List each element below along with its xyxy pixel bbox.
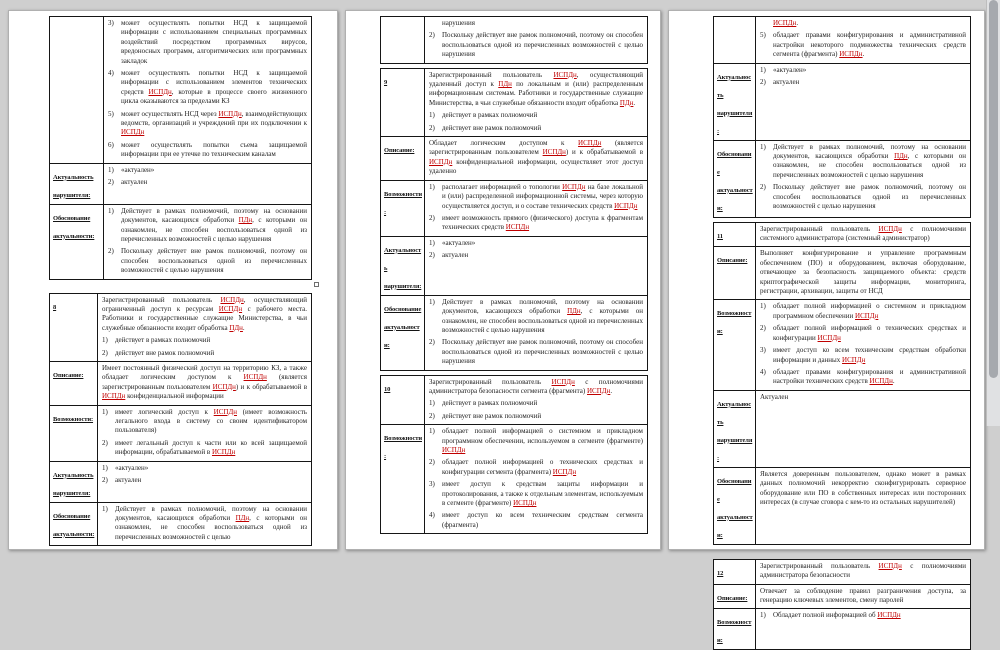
numbered-item <box>429 111 643 120</box>
numbered-item <box>429 338 643 366</box>
row-label: Актуальность нарушителя: <box>53 471 94 497</box>
row-label: Описание: <box>384 147 415 155</box>
numbered-item <box>429 458 643 477</box>
row-label: Возможности: <box>717 619 752 645</box>
row-label-cell[interactable] <box>50 503 98 546</box>
paragraph: нарушения <box>442 19 475 27</box>
tracked-change-term: ИСПДн <box>773 19 797 27</box>
list-number: 1) <box>429 182 435 191</box>
item-text: обладает полной информацией о технических средствах и конфигурации ИСПДн <box>773 324 966 342</box>
list-number: 2) <box>760 183 766 192</box>
paragraph: Является доверенным пользователем, однако может в рамках данных полномочий некорректно сконфигурировать серверное оборудование или ПО в собственных интересах или посторонних интересах (в случае сговора с кем-то из остальных нарушителей) <box>760 469 966 506</box>
row-label-cell[interactable] <box>714 609 756 649</box>
table-row <box>714 17 970 63</box>
list-number: 2) <box>102 438 108 447</box>
row-label: Возможности: <box>53 415 94 423</box>
paragraph: Актуален <box>760 392 789 401</box>
paragraph: Имеет постоянный физический доступ на территорию КЗ, а также обладает логическим доступом к ИСПДн (является зарегистрированным пользователем ИСПДн) и к обрабатываемой в ИСПДн конфиденциальной информации <box>102 363 308 401</box>
row-label-cell[interactable] <box>381 69 425 136</box>
list-number: 4) <box>108 69 114 78</box>
row-content-cell[interactable] <box>756 223 970 247</box>
numbered-item <box>108 141 307 160</box>
numbered-item <box>102 336 307 345</box>
row-content-cell[interactable] <box>98 462 311 502</box>
table-row <box>381 17 647 63</box>
row-label-cell[interactable] <box>381 181 425 236</box>
table-row <box>381 69 647 136</box>
table-resize-handle[interactable] <box>314 282 319 287</box>
item-text: действует в рамках полномочий <box>442 111 538 120</box>
list-number: 2) <box>108 178 114 187</box>
threat-model-table <box>713 559 971 650</box>
item-text: имеет возможность прямого (физического) доступа к фрагментам технических средств ИСПДн <box>442 213 643 232</box>
list-number: 1) <box>102 504 108 513</box>
table-row <box>50 163 311 204</box>
threat-model-table <box>380 375 648 535</box>
item-text: Действует в рамках полномочий, поэтому на основании документов, касающихся обработки ПДн, с которыми он ознакомлен, не способен воспользоваться одной из перечисленных возможностей с целью нарушения <box>121 206 307 243</box>
tracked-change-term: ПДн <box>567 307 581 316</box>
item-text: Поскольку действует вне рамок полномочий, поэтому он способен воспользоваться одной из перечисленных возможностей с целью нарушения <box>442 338 643 366</box>
row-content-cell[interactable] <box>425 425 647 533</box>
row-label-cell[interactable] <box>50 205 104 279</box>
row-label: Обоснование актуальности: <box>717 477 753 539</box>
numbered-item <box>102 505 307 543</box>
list-number: 1) <box>102 336 108 345</box>
list-number: 1) <box>760 611 766 620</box>
item-text: может осуществлять попытки съема защищаемой информации при ее утечке по техническим каналам <box>121 140 307 159</box>
numbered-item <box>760 66 966 75</box>
list-number: 2) <box>760 324 766 333</box>
numbered-item <box>108 110 307 138</box>
tracked-change-term: ИСПДн <box>211 448 236 457</box>
table-row <box>381 295 647 370</box>
tracked-change-term: ИСПДн <box>562 182 586 191</box>
numbered-item <box>760 143 966 181</box>
tracked-change-term: ПДн <box>498 80 512 89</box>
threat-model-table <box>713 16 971 218</box>
tracked-change-term: ПДн <box>235 514 250 523</box>
scrollbar-thumb[interactable] <box>989 0 998 378</box>
row-label-cell[interactable] <box>714 585 756 609</box>
tracked-change-term: ИСПДн <box>121 128 145 137</box>
numbered-item <box>760 611 966 620</box>
tracked-change-term: ИСПДн <box>878 224 902 233</box>
item-text: может осуществлять НСД через ИСПДн, взаимодействующих ведомств, организаций и учреждений при их подключении к ИСПДн <box>121 109 307 137</box>
row-content-cell[interactable] <box>104 17 311 163</box>
tracked-change-term: ИСПДн <box>839 50 863 59</box>
list-number: 5) <box>760 31 766 40</box>
tracked-change-term: ИСПДн <box>542 148 566 157</box>
table-row <box>50 361 311 405</box>
item-text: может осуществлять попытки НСД к защищаемой информации с использованием элементов технических средств ИСПДн, которые в процессе своего жизненного цикла оказываются за пределами КЗ <box>121 69 308 106</box>
row-label-cell[interactable] <box>381 137 425 180</box>
row-label: 8 <box>53 303 57 311</box>
numbered-item <box>760 302 966 321</box>
numbered-item <box>108 247 307 275</box>
tracked-change-term: ИСПДн <box>243 373 267 382</box>
item-text: «актуален» <box>773 65 807 74</box>
item-text: Поскольку действует вне рамок полномочий, поэтому он способен воспользоваться одной из перечисленных возможностей с целью нарушения <box>773 183 966 211</box>
row-label-cell[interactable] <box>714 17 756 63</box>
list-number: 1) <box>760 65 766 74</box>
row-content-cell[interactable] <box>756 468 970 544</box>
row-label-cell[interactable] <box>714 141 756 217</box>
item-text: Действует в рамках полномочий, поэтому на основании документов, касающихся обработки ПДн, с которыми он ознакомлен, не способен воспользоваться одной из перечисленных возможностей с целью <box>115 504 307 541</box>
paragraph: Обладает логическим доступом к ИСПДн (является зарегистрированным пользователем ИСПДн) и к обрабатываемой в ИСПДн конфиденциальной информации, осуществляет этот доступ удаленно <box>429 139 644 176</box>
row-label-cell[interactable] <box>381 237 425 295</box>
row-content-cell[interactable] <box>425 137 647 180</box>
list-number: 1) <box>108 165 114 174</box>
numbered-item <box>108 207 307 245</box>
list-number: 1) <box>102 407 108 416</box>
item-text: обладает правами конфигурирования и административной настройки технических средств ИСПДн. <box>773 367 966 386</box>
table-row <box>381 424 647 533</box>
row-content-cell[interactable] <box>98 503 311 546</box>
row-label: Описание: <box>53 371 84 379</box>
numbered-item <box>102 464 307 473</box>
item-text: действует в рамках полномочий <box>115 336 211 345</box>
numbered-item <box>760 78 966 87</box>
tracked-change-term: ИСПДн <box>102 392 126 401</box>
list-number: 2) <box>429 123 435 132</box>
row-label: Актуальность нарушителя: <box>53 173 94 199</box>
row-label: Описание: <box>717 257 748 265</box>
row-content-cell[interactable] <box>98 294 311 361</box>
tracked-change-term: ИСПДн <box>148 87 172 96</box>
tracked-change-term: ИСПДн <box>878 561 902 570</box>
table-row <box>50 294 311 361</box>
tracked-change-term: ИСПДн <box>218 304 243 313</box>
row-content-cell[interactable] <box>756 300 970 389</box>
tracked-change-term: ИСПДн <box>212 382 236 391</box>
item-text: актуален <box>773 78 800 87</box>
row-label: 11 <box>717 232 723 240</box>
row-label: 10 <box>384 385 391 393</box>
paragraph: Зарегистрированный пользователь ИСПДн, осуществляющий удаленный доступ к ПДн по локальным и (или) распределенным информационным системам. Работники и государственные служащие Министерства, в чьи служебные обязанности входит обработка ПДн. <box>429 70 643 107</box>
item-text: «актуален» <box>442 238 476 247</box>
numbered-item <box>429 31 643 59</box>
table-row <box>714 560 970 584</box>
table-row <box>714 467 970 544</box>
table-row <box>381 136 647 180</box>
tracked-change-term: ПДн <box>619 98 634 107</box>
table-row <box>50 502 311 546</box>
paragraph: Отвечает за соблюдение правил разграничения доступа, за генерацию ключевых элементов, смену паролей <box>760 586 966 604</box>
item-text: Действует в рамках полномочий, поэтому на основании документов, касающихся обработки ПДн, с которыми он ознакомлен, не способен воспользоваться одной из перечисленных возможностей с целью нарушения <box>773 142 966 179</box>
item-text: «актуален» <box>121 165 155 174</box>
tracked-change-term: ИСПДн <box>817 333 841 342</box>
row-content-cell[interactable] <box>756 560 970 584</box>
list-number: 1) <box>429 297 435 306</box>
list-number: 2) <box>429 338 435 347</box>
table-row <box>50 204 311 279</box>
list-number: 1) <box>102 463 108 472</box>
paragraph: Зарегистрированный пользователь ИСПДн с полномочиями администратора безопасности <box>760 561 966 580</box>
numbered-item <box>429 239 643 248</box>
row-content-cell[interactable] <box>104 164 311 204</box>
table-row <box>381 180 647 236</box>
row-content-cell[interactable] <box>756 247 970 299</box>
item-text: располагает информацией о топологии ИСПДн на базе локальной и (или) распределенной информационной системы, через которую осуществляется доступ, и о составе технических средств ИСПДн <box>442 182 643 210</box>
row-content-cell[interactable] <box>425 17 647 63</box>
row-label: 9 <box>384 78 388 86</box>
list-number: 1) <box>108 206 114 215</box>
numbered-item <box>102 439 307 458</box>
row-content-cell[interactable] <box>756 585 970 609</box>
numbered-item <box>429 124 643 133</box>
table-row <box>714 140 970 217</box>
threat-model-table <box>713 222 971 545</box>
item-text: обладает полной информацией о технических средствах и конфигурации сегмента (фрагмента) ИСПДн <box>442 458 643 476</box>
numbered-item <box>102 408 307 436</box>
row-content-cell[interactable] <box>425 69 647 136</box>
row-content-cell[interactable] <box>756 141 970 217</box>
tracked-change-term: ИСПДн <box>578 139 602 148</box>
paragraph: Зарегистрированный пользователь ИСПДн, осуществляющий ограниченный доступ к ресурсам ИСПДн с рабочего места. Работники и государственные служащие Министерства, в чьи служебные обязанности входит обработка ПДн. <box>102 295 307 332</box>
item-text: действует вне рамок полномочий <box>115 348 215 357</box>
list-number: 6) <box>108 140 114 149</box>
tracked-change-term: ИСПДн <box>218 109 242 118</box>
table-row <box>714 390 970 467</box>
item-text: может осуществлять попытки НСД к защищаемой информации с использованием специальных программных воздействий посредством программных вирусов, вредоносных программ, алгоритмических или программных закладок <box>121 19 307 65</box>
numbered-item <box>429 298 643 336</box>
row-content-cell[interactable] <box>98 362 311 405</box>
list-number: 2) <box>429 458 435 467</box>
row-label-cell[interactable] <box>714 223 756 247</box>
item-text: действует вне рамок полномочий <box>442 411 542 420</box>
row-label-cell[interactable] <box>50 406 98 461</box>
row-label: Возможности: <box>384 435 422 461</box>
row-label: Актуальность нарушителя: <box>717 73 753 135</box>
threat-model-table <box>380 16 648 64</box>
table-row <box>714 63 970 140</box>
row-label: Актуальность нарушителя: <box>384 246 422 290</box>
table-row <box>714 223 970 247</box>
item-text: актуален <box>442 251 469 260</box>
tracked-change-term: ИСПДн <box>855 311 879 320</box>
numbered-item <box>429 427 643 455</box>
tracked-change-term: ИСПДн <box>513 499 537 508</box>
list-number: 2) <box>429 251 435 260</box>
row-content-cell[interactable] <box>98 406 311 461</box>
list-number: 1) <box>760 142 766 151</box>
numbered-item <box>429 251 643 260</box>
list-number: 2) <box>429 411 435 420</box>
tracked-change-term: ПДн <box>238 216 253 225</box>
numbered-item <box>760 346 966 365</box>
table-row <box>714 608 970 649</box>
numbered-item <box>108 178 307 187</box>
tracked-change-term: ПДн <box>894 152 908 161</box>
tracked-change-term: ИСПДн <box>587 386 611 395</box>
numbered-item <box>760 324 966 343</box>
row-label: 12 <box>717 569 724 577</box>
row-label-cell[interactable] <box>381 17 425 63</box>
row-label: Актуальность нарушителя: <box>717 400 753 462</box>
table-row <box>714 246 970 299</box>
tracked-change-term: ПДн <box>229 323 243 332</box>
row-label-cell[interactable] <box>50 17 104 163</box>
tracked-change-term: ИСПДн <box>552 467 577 476</box>
item-text: действует в рамках полномочий <box>442 399 538 408</box>
tracked-change-term: ИСПДн <box>877 611 901 620</box>
numbered-item <box>429 511 643 530</box>
numbered-item <box>429 214 643 233</box>
row-content-cell[interactable] <box>756 64 970 140</box>
row-content-cell[interactable] <box>756 609 970 649</box>
page-3[interactable] <box>668 10 985 645</box>
item-text: актуален <box>115 476 142 485</box>
tracked-change-term: ИСПДн <box>842 355 866 364</box>
item-text: обладает правами конфигурирования и административной настройки некоторого подмножества технических средств сегмента (фрагмента) ИСПДн. <box>773 31 966 59</box>
list-number: 1) <box>429 111 435 120</box>
list-number: 1) <box>429 238 435 247</box>
table-row <box>381 236 647 295</box>
numbered-item <box>760 183 966 211</box>
numbered-item <box>108 69 307 107</box>
row-label-cell[interactable] <box>714 300 756 389</box>
row-label: Обоснование актуальности: <box>717 150 753 212</box>
row-label-cell[interactable] <box>50 164 104 204</box>
list-number: 2) <box>429 31 435 40</box>
row-label: Возможности: <box>384 190 422 216</box>
table-row <box>50 17 311 163</box>
item-text: имеет доступ ко всем техническим средствам сегмента (фрагмента) <box>442 511 643 529</box>
item-text: обладает полной информацией о системном и прикладном программном обеспечении ИСПДн <box>773 302 966 320</box>
list-number: 2) <box>429 213 435 222</box>
tracked-change-term: ИСПДн <box>505 223 530 232</box>
tracked-change-term: ИСПДн <box>442 446 466 454</box>
list-number: 2) <box>102 348 108 357</box>
list-number: 2) <box>108 247 114 256</box>
numbered-item <box>108 166 307 175</box>
item-text: имеет доступ ко всем техническим средствам обработки информации и данных ИСПДн <box>773 346 966 364</box>
numbered-item <box>102 349 307 358</box>
list-number: 3) <box>108 19 114 27</box>
page-1[interactable] <box>8 10 338 550</box>
list-number: 2) <box>102 476 108 485</box>
row-label-cell[interactable] <box>381 376 425 425</box>
row-label-cell[interactable] <box>381 296 425 370</box>
row-label-cell[interactable] <box>714 247 756 299</box>
paragraph: Зарегистрированный пользователь ИСПДн с полномочиями администратора безопасности сегмента (фрагмента) ИСПДн. <box>429 377 643 395</box>
row-content-cell[interactable] <box>425 237 647 295</box>
table-row <box>714 584 970 609</box>
list-number: 1) <box>760 302 766 311</box>
item-text: обладает полной информацией о системном и прикладном программном обеспечении, используемом в сегменте (фрагменте) ИСПДн <box>442 427 643 454</box>
page-2[interactable] <box>345 10 661 550</box>
item-text: Действует в рамках полномочий, поэтому на основании документов, касающихся обработки ПДн, с которыми он ознакомлен, не способен воспользоваться одной из перечисленных возможностей с целью нарушения <box>442 297 643 334</box>
numbered-item <box>429 183 643 211</box>
tracked-change-term: ИСПДн <box>220 295 244 304</box>
numbered-item <box>108 19 307 66</box>
row-label-cell[interactable] <box>714 391 756 467</box>
threat-model-table <box>49 16 312 280</box>
item-text: имеет легальный доступ к части или ко всей защищаемой информации, обрабатываемой в ИСПДн <box>115 438 307 457</box>
row-label-cell[interactable] <box>714 468 756 544</box>
row-content-cell[interactable] <box>756 17 970 63</box>
numbered-item <box>102 476 307 485</box>
numbered-item <box>429 412 643 421</box>
row-label: Возможности: <box>717 310 752 336</box>
tracked-change-term: ИСПДн <box>429 157 453 166</box>
row-label-cell[interactable] <box>714 64 756 140</box>
tracked-change-term: ИСПДн <box>553 70 577 79</box>
item-text: действует вне рамок полномочий <box>442 123 542 132</box>
list-number: 4) <box>429 511 435 520</box>
row-label: Обоснование актуальности: <box>53 214 95 240</box>
tracked-change-term: ИСПДн <box>213 407 237 416</box>
list-number: 4) <box>760 367 766 376</box>
list-number: 3) <box>429 480 435 489</box>
list-number: 1) <box>429 427 435 436</box>
numbered-item <box>429 399 643 408</box>
row-label-cell[interactable] <box>50 294 98 361</box>
list-number: 5) <box>108 109 114 118</box>
threat-model-table <box>49 293 312 547</box>
paragraph: ИСПДн. <box>773 19 799 27</box>
item-text: актуален <box>121 178 148 187</box>
table-row <box>50 405 311 461</box>
row-label-cell[interactable] <box>50 362 98 405</box>
vertical-scrollbar[interactable] <box>986 0 1000 426</box>
numbered-item <box>429 480 643 508</box>
row-label-cell[interactable] <box>381 425 425 533</box>
numbered-item <box>760 368 966 387</box>
row-content-cell[interactable] <box>425 296 647 370</box>
item-text: Поскольку действует вне рамок полномочий, поэтому он способен воспользоваться одной из перечисленных возможностей с целью нарушения <box>442 31 643 59</box>
row-content-cell[interactable] <box>104 205 311 279</box>
row-label: Описание: <box>717 594 748 602</box>
tracked-change-term: ИСПДн <box>551 377 575 386</box>
item-text: имеет логический доступ к ИСПДн (имеет возможность легального входа в систему со своим идентификатором пользователя) <box>115 407 307 435</box>
paragraph: Выполняет конфигурирование и управление программным обеспечением (ПО) и оборудованием, включая оборудование, отвечающее за безопасность защищаемого объекта: средств криптографической защиты информации, мониторинга, регистрации, архивации, защиты от НСД <box>760 249 966 296</box>
item-text: «актуален» <box>115 463 149 472</box>
row-content-cell[interactable] <box>425 181 647 236</box>
numbered-item <box>760 31 966 59</box>
row-label: Обоснование актуальности: <box>53 512 95 538</box>
threat-model-table <box>380 68 648 371</box>
item-text: имеет доступ к средствам защиты информации и протоколирования, а также к отдельным элементам, используемым в сегменте (фрагменте) ИСПДн <box>442 480 643 508</box>
table-row <box>381 376 647 425</box>
row-label: Обоснование актуальности: <box>384 305 422 349</box>
item-text: Обладает полной информацией об ИСПДн <box>773 611 901 620</box>
list-number: 1) <box>429 399 435 408</box>
tracked-change-term: ИСПДн <box>869 377 893 386</box>
list-number: 2) <box>760 78 766 87</box>
item-text: Поскольку действует вне рамок полномочий, поэтому он способен воспользоваться одной из перечисленных возможностей с целью нарушения <box>121 247 307 275</box>
paragraph: Зарегистрированный пользователь ИСПДн с полномочиями системного администратора (системный администратор) <box>760 224 966 243</box>
row-label-cell[interactable] <box>714 560 756 584</box>
row-content-cell[interactable] <box>425 376 647 425</box>
table-row <box>50 461 311 502</box>
list-number: 3) <box>760 346 766 355</box>
table-row <box>714 299 970 389</box>
row-label-cell[interactable] <box>50 462 98 502</box>
row-content-cell[interactable] <box>756 391 970 467</box>
tracked-change-term: ИСПДн <box>614 201 638 210</box>
